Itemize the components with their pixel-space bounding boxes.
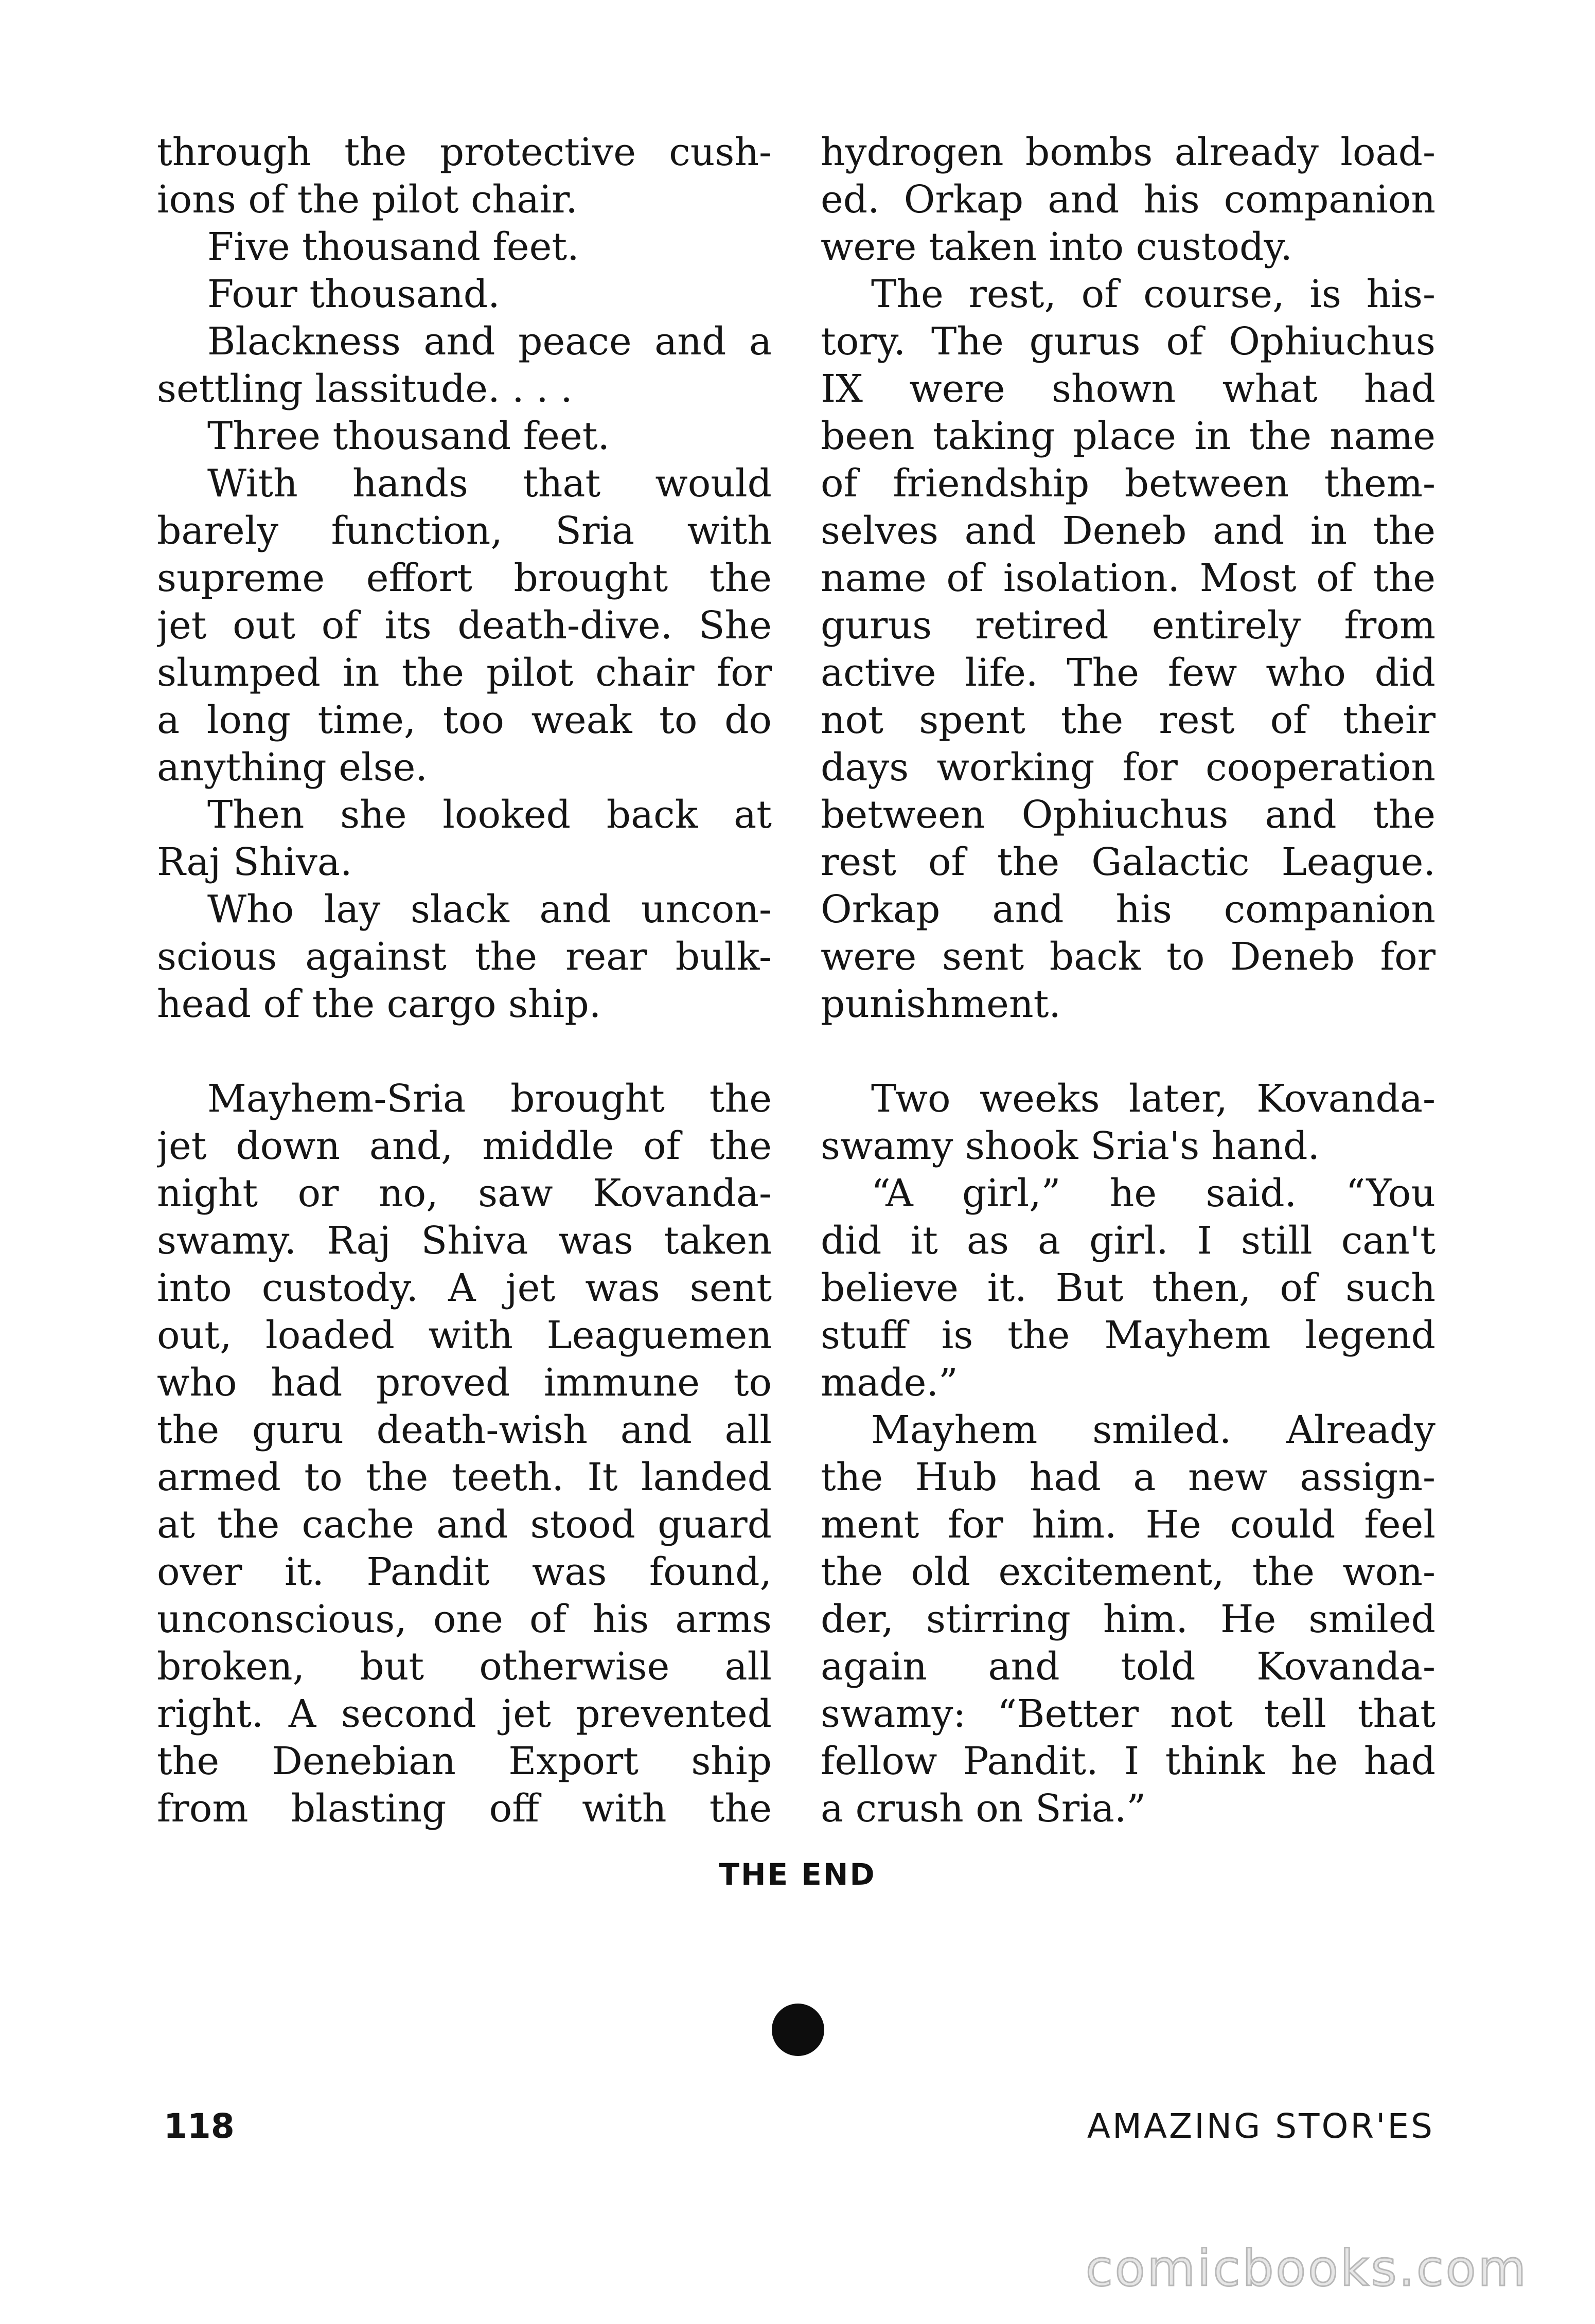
text-line: gurus retired entirely from xyxy=(821,603,1436,648)
text-line: settling lassitude. . . . xyxy=(157,367,573,411)
text-line: selves and Deneb and in the xyxy=(821,509,1436,553)
text-line: IX were shown what had xyxy=(821,367,1436,411)
text-line: Mayhem smiled. Already xyxy=(871,1408,1436,1452)
text-line: Blackness and peace and a xyxy=(207,319,772,364)
text-line: a long time, too weak to do xyxy=(157,698,772,742)
text-line: a crush on Sria.” xyxy=(821,1786,1146,1831)
text-line: Raj Shiva. xyxy=(157,840,352,884)
text-line: swamy shook Sria's hand. xyxy=(821,1124,1320,1168)
text-line: broken, but otherwise all xyxy=(157,1644,772,1689)
text-line: scious against the rear bulk- xyxy=(157,935,772,979)
text-line: Orkap and his companion xyxy=(821,887,1436,932)
text-line: ment for him. He could feel xyxy=(821,1503,1436,1547)
text-line: were taken into custody. xyxy=(821,225,1292,269)
paragraph-gap xyxy=(157,1028,772,1075)
end-bullet-dot xyxy=(772,2004,824,2056)
text-line: unconscious, one of his arms xyxy=(157,1597,772,1641)
text-line: name of isolation. Most of the xyxy=(821,556,1436,600)
text-line: “A girl,” he said. “You xyxy=(871,1171,1436,1215)
right-text-column xyxy=(821,129,1436,1832)
text-line: jet out of its death-dive. She xyxy=(157,603,772,648)
text-line: fellow Pandit. I think he had xyxy=(821,1739,1436,1783)
text-line: jet down and, middle of the xyxy=(157,1124,772,1168)
text-line: Five thousand feet. xyxy=(207,225,579,269)
text-line: Four thousand. xyxy=(207,272,500,316)
text-line: ions of the pilot chair. xyxy=(157,177,578,222)
text-line: again and told Kovanda- xyxy=(821,1644,1436,1689)
text-line: hydrogen bombs already load- xyxy=(821,130,1436,174)
text-line: the Denebian Export ship xyxy=(157,1739,772,1783)
text-line: the Hub had a new assign- xyxy=(821,1455,1436,1499)
text-line: punishment. xyxy=(821,982,1061,1026)
text-line: head of the cargo ship. xyxy=(157,982,601,1026)
text-line: been taking place in the name xyxy=(821,414,1436,458)
text-line: Mayhem-Sria brought the xyxy=(207,1077,772,1121)
text-line: swamy. Raj Shiva was taken xyxy=(157,1219,772,1263)
text-line: night or no, saw Kovanda- xyxy=(157,1171,772,1215)
text-line: rest of the Galactic League. xyxy=(821,840,1436,884)
text-line: armed to the teeth. It landed xyxy=(157,1455,772,1499)
magazine-name: AMAZING STOR'ES xyxy=(1087,2106,1434,2146)
text-line: barely function, Sria with xyxy=(157,509,772,553)
text-line: ed. Orkap and his companion xyxy=(821,177,1436,222)
text-line: who had proved immune to xyxy=(157,1361,772,1405)
text-line: active life. The few who did xyxy=(821,651,1436,695)
text-line: swamy: “Better not tell that xyxy=(821,1692,1436,1736)
text-line: days working for cooperation xyxy=(821,745,1436,790)
text-line: The rest, of course, is his- xyxy=(871,272,1436,316)
left-text-column xyxy=(157,129,772,1832)
text-line: between Ophiuchus and the xyxy=(821,793,1436,837)
text-line: the guru death-wish and all xyxy=(157,1408,772,1452)
text-line: Two weeks later, Kovanda- xyxy=(871,1077,1436,1121)
text-line: With hands that would xyxy=(207,461,772,506)
text-line: supreme effort brought the xyxy=(157,556,772,600)
text-line: slumped in the pilot chair for xyxy=(157,651,772,695)
paragraph-gap xyxy=(821,1028,1436,1075)
text-line: made.” xyxy=(821,1361,958,1405)
text-line: right. A second jet prevented xyxy=(157,1692,772,1736)
text-line: did it as a girl. I still can't xyxy=(821,1219,1436,1263)
text-line: the old excitement, the won- xyxy=(821,1550,1436,1594)
text-line: Three thousand feet. xyxy=(207,414,610,458)
text-line: from blasting off with the xyxy=(157,1786,772,1831)
text-line: at the cache and stood guard xyxy=(157,1503,772,1547)
text-line: were sent back to Deneb for xyxy=(821,935,1436,979)
text-line: Who lay slack and uncon- xyxy=(207,887,772,932)
text-line: through the protective cush- xyxy=(157,130,772,174)
text-line: over it. Pandit was found, xyxy=(157,1550,772,1594)
text-line: of friendship between them- xyxy=(821,461,1436,506)
text-line: tory. The gurus of Ophiuchus xyxy=(821,319,1436,364)
text-line: not spent the rest of their xyxy=(821,698,1436,742)
text-line: Then she looked back at xyxy=(207,793,772,837)
watermark-logo: comicbooks.com xyxy=(1085,2240,1528,2297)
text-line: into custody. A jet was sent xyxy=(157,1266,772,1310)
text-line: der, stirring him. He smiled xyxy=(821,1597,1436,1641)
text-line: out, loaded with Leaguemen xyxy=(157,1313,772,1357)
text-line: believe it. But then, of such xyxy=(821,1266,1436,1310)
text-line: stuff is the Mayhem legend xyxy=(821,1313,1436,1357)
page-number: 118 xyxy=(164,2106,235,2146)
text-line: anything else. xyxy=(157,745,428,790)
the-end-heading: THE END xyxy=(719,1857,876,1892)
